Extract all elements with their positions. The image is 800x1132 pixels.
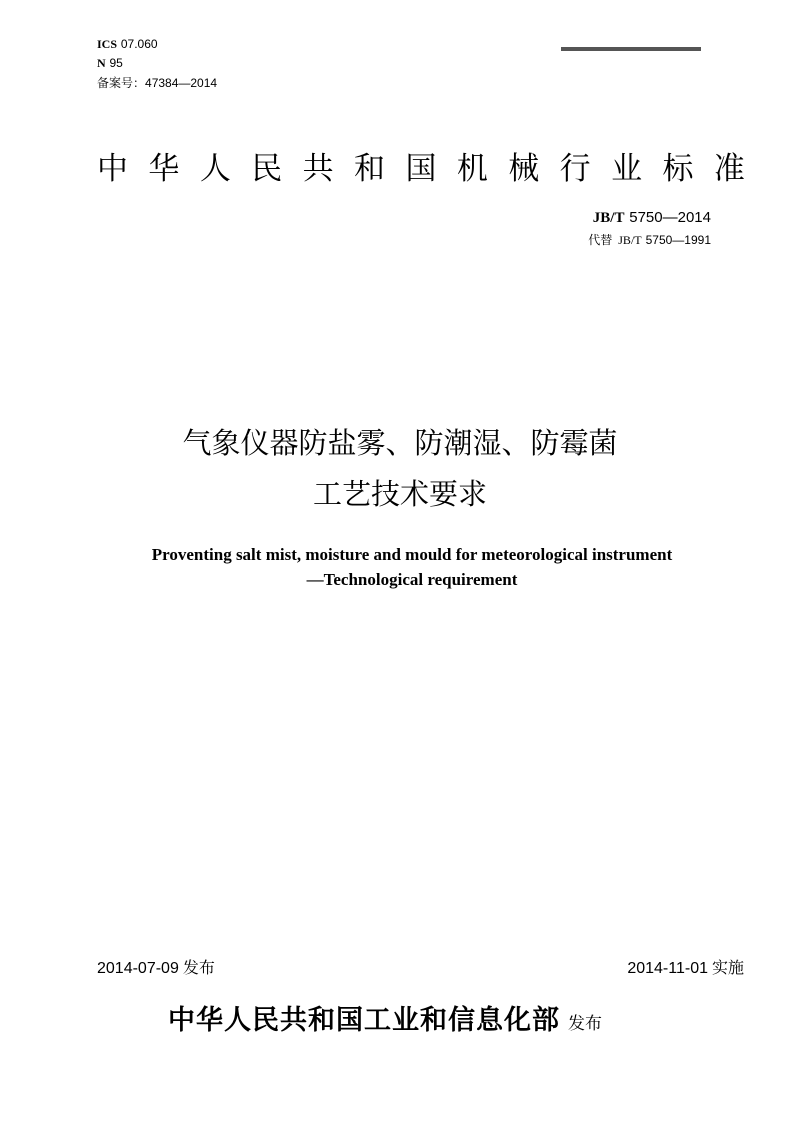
ccs-label: N [97, 56, 106, 70]
title-char: 国 [405, 151, 437, 187]
implementation-date [627, 958, 744, 979]
publisher-line [168, 1003, 602, 1042]
record-number-line [97, 76, 217, 90]
publisher-label: 发布 [568, 1014, 602, 1034]
ccs-code-line [97, 56, 123, 70]
replaces-label: 代替 [588, 233, 613, 247]
document-title-cn-line1: 气象仪器防盐雾、防潮湿、防霉菌 [182, 426, 618, 460]
title-char: 械 [508, 151, 540, 187]
title-char: 共 [302, 151, 334, 187]
title-char: 准 [713, 151, 745, 187]
issue-date-value: 2014-07-09 [97, 960, 179, 977]
title-char: 人 [199, 151, 231, 187]
standard-code-number: 5750—2014 [629, 209, 711, 226]
standard-code [593, 208, 711, 227]
replaces-line [588, 233, 711, 247]
publisher-name: 中华人民共和国工业和信息化部 [168, 1005, 560, 1036]
ics-value: 07.060 [120, 37, 158, 51]
document-title-en-line1: Proventing salt mist, moisture and mould for meteorological instrument [151, 545, 673, 564]
title-char: 华 [148, 151, 180, 187]
issue-date [97, 958, 215, 979]
title-char: 行 [559, 151, 591, 187]
replaces-number: 5750—1991 [645, 233, 711, 247]
title-char: 机 [456, 151, 488, 187]
document-title-en-line2: —Technological requirement [306, 570, 518, 589]
header-rule [561, 47, 701, 51]
document-title-cn-line2: 工艺技术要求 [312, 477, 487, 511]
standard-code-prefix: JB/T [592, 210, 625, 226]
record-label: 备案号： [97, 76, 146, 90]
title-char: 民 [251, 151, 283, 187]
title-char: 业 [611, 151, 643, 187]
issue-label: 发布 [182, 958, 215, 977]
ics-label: ICS [97, 37, 118, 51]
implementation-label: 实施 [711, 958, 744, 977]
ccs-value: 95 [109, 56, 123, 70]
title-char: 中 [97, 151, 128, 187]
ics-code-line [97, 37, 158, 51]
title-char: 标 [662, 151, 694, 187]
record-value: 47384—2014 [145, 76, 218, 90]
title-char: 和 [354, 151, 386, 187]
standard-type-title [97, 148, 745, 190]
implementation-date-value: 2014-11-01 [627, 960, 708, 977]
replaces-standard: JB/T [618, 233, 642, 247]
